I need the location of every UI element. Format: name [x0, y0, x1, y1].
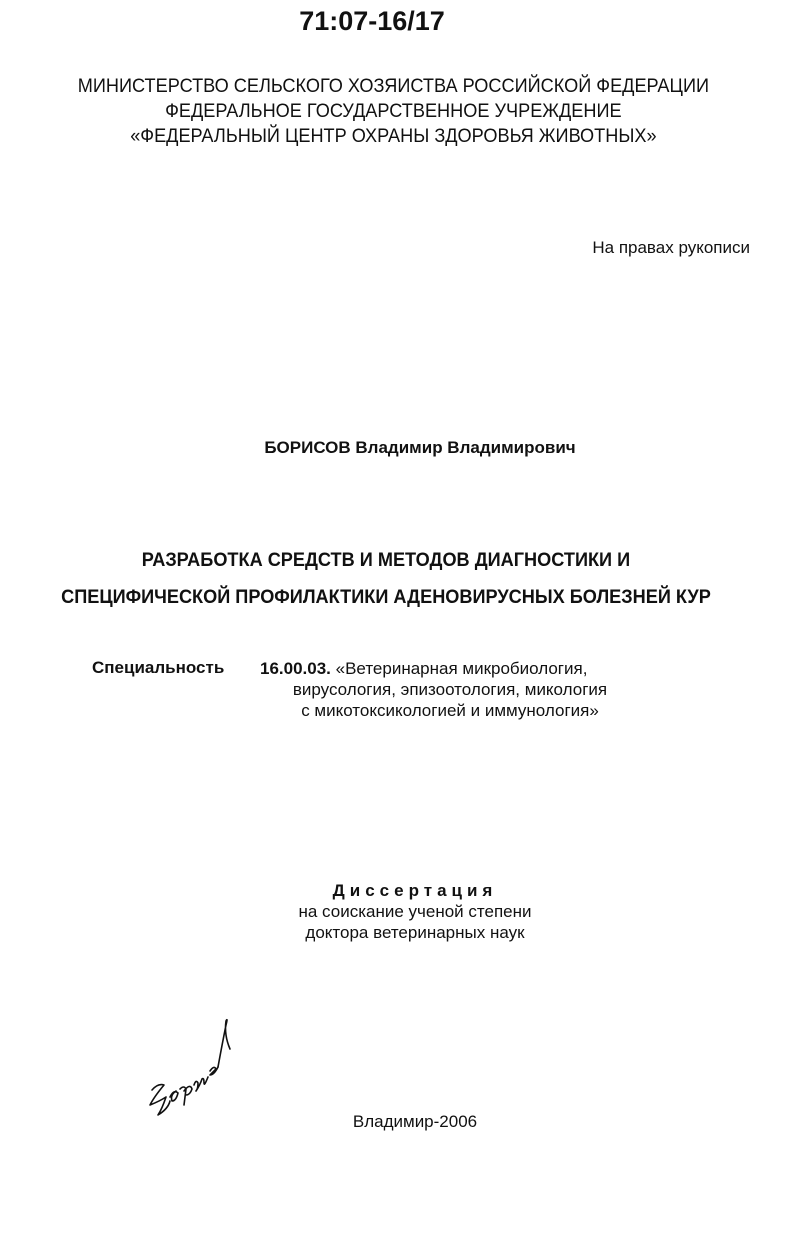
institution-name-line: «ФЕДЕРАЛЬНЫЙ ЦЕНТР ОХРАНЫ ЗДОРОВЬЯ ЖИВОТНЫХ»: [130, 125, 657, 147]
dissertation-title: [0, 542, 772, 616]
specialty-label: Специальность: [92, 658, 225, 677]
specialty-line-3: с микотоксикологией и иммунология»: [301, 701, 599, 720]
title-line-1: РАЗРАБОТКА СРЕДСТВ И МЕТОДОВ ДИАГНОСТИКИ И: [141, 549, 631, 571]
specialty-line-1: [260, 658, 640, 679]
title-line-2: СПЕЦИФИЧЕСКОЙ ПРОФИЛАКТИКИ АДЕНОВИРУСНЫХ БОЛЕЗНЕЙ КУР: [61, 586, 711, 608]
archive-code-text: 71:07-16/17: [299, 6, 445, 36]
author-name: БОРИСОВ Владимир Владимирович: [264, 438, 576, 457]
signature-icon: [140, 1005, 240, 1125]
city-year: Владимир-2006: [352, 1112, 478, 1131]
rights-note: На правах рукописи: [592, 238, 750, 257]
specialty-line-2: вирусология, эпизоотология, микология: [292, 680, 608, 699]
specialty-code: 16.00.03.: [260, 659, 331, 678]
specialty-line-1-text: «Ветеринарная микробиология,: [335, 659, 588, 678]
specialty-value: [260, 658, 640, 721]
degree-block: [0, 880, 796, 943]
ministry-line: МИНИСТЕРСТВО СЕЛЬСКОГО ХОЗЯИСТВА РОССИЙСКОЙ ФЕДЕРАЦИИ: [77, 75, 710, 97]
degree-line-2: доктора ветеринарных наук: [305, 923, 525, 942]
degree-kind: Диссертация: [332, 881, 498, 900]
institution-type-line: ФЕДЕРАЛЬНОЕ ГОСУДАРСТВЕННОЕ УЧРЕЖДЕНИЕ: [165, 100, 622, 122]
organization-header: [0, 74, 787, 149]
archive-code: [0, 6, 796, 37]
degree-line-1: на соискание ученой степени: [298, 902, 532, 921]
